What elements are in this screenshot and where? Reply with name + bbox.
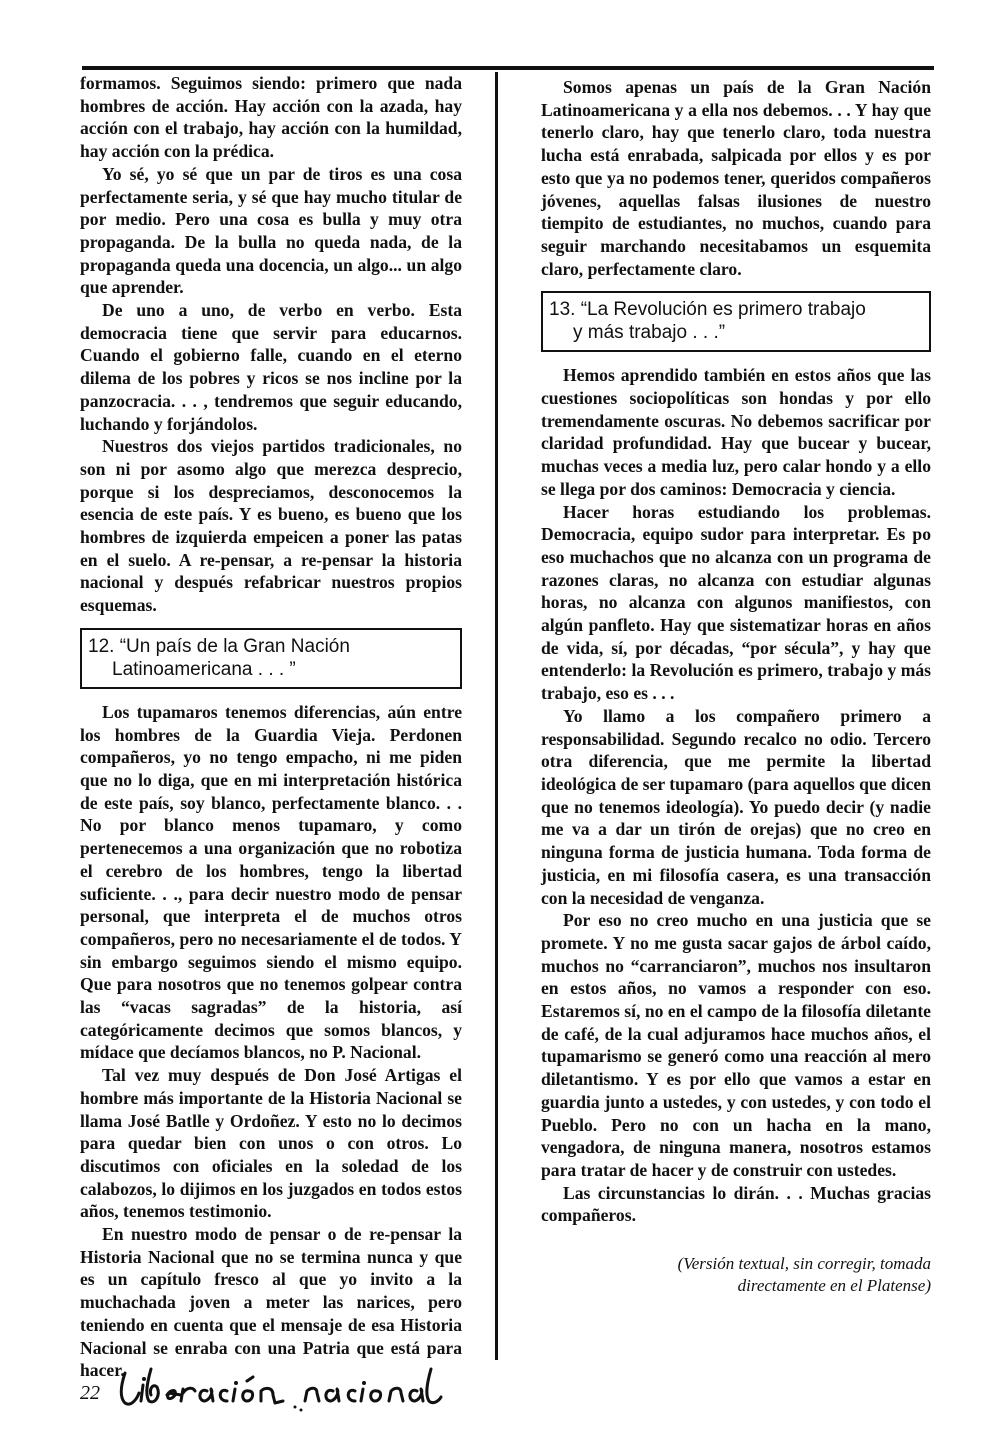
- section-heading-line: 13. “La Revolución es primero trabajo: [549, 299, 866, 321]
- paragraph: Los tupamaros tenemos diferencias, aún entre los hombres de la Guardia Vieja. Perdonen compañeros, yo no tengo empacho, ni me piden que no lo diga, que en mi interpretación histórica de este país, soy blanco, perfectamente blanco. . . No por blanco menos tupamaro, y como pertenecemos a una organización que no robotiza el cerebro de los hombres, tengo la libertad suficiente. . ., para decir nuestro modo de pensar personal, que interpreta el de muchos otros compañeros, pero no necesariamente el de todos. Y sin embargo seguimos siendo el mismo equipo. Que para nosotros que no tenemos golpear contra las “vacas sagradas” de la historia, así categóricamente decimos que somos blancos, y mídace que decíamos blancos, no P. Nacional.: [80, 701, 462, 1063]
- paragraph: formamos. Seguimos siendo: primero que nada hombres de acción. Hay acción con la azada, hay acción con el trabajo, hay acción con la humildad, hay acción con la prédica.: [80, 73, 462, 162]
- credit-line: (Versión textual, sin corregir, tomada: [677, 1254, 931, 1274]
- paragraph: Por eso no creo mucho en una justicia que se promete. Y no me gusta sacar gajos de árbol caído, muchos no “carranciaron”, muchos nos insultaron en estos años, no vamos a responder con eso. Estaremos sí, no en el campo de la filosofía diletante de café, de la cual adjuramos hace muchos años, el tupamarismo se generó como una reacción al mero diletantismo. Y es por ello que vamos a estar en guardia junto a ustedes, y con ustedes, y con todo el Pueblo. Pero no con un hacha en la mano, vengadora, de ninguna manera, nosotros estamos para tratar de hacer y de construir con ustedes.: [541, 910, 931, 1180]
- paragraph: Las circunstancias lo dirán. . . Muchas gracias compañeros.: [541, 1182, 931, 1226]
- section-heading-line: 12. “Un país de la Gran Nación: [88, 635, 350, 657]
- left-column: [80, 72, 462, 1382]
- section-heading-line: y más trabajo . . .”: [573, 322, 726, 344]
- section-heading-13: [541, 291, 931, 352]
- paragraph: Tal vez muy después de Don José Artigas el hombre más importante de la Historia Nacional se llama José Batlle y Ordoñez. Y esto no lo decimos para quedar bien con unos o con otros. Lo discutimos con oficiales en la soledad de los calabozos, lo dijimos en los juzgados en todos estos años, tenemos testimonio.: [80, 1065, 462, 1222]
- paragraph: Somos apenas un país de la Gran Nación Latinoamericana y a ella nos debemos. . . Y hay que tenerlo claro, hay que tenerlo claro, toda nuestra lucha está enrabada, salpicada por ellos y es por esto que ya no podemos tener, queridos compañeros jóvenes, aquellas falsas ilusiones de nuestro tiempito de estudiantes, no muchos, cuando para seguir marchando necesitabamos un esquemita claro, perfectamente claro.: [541, 77, 931, 279]
- page-number: 22: [80, 1382, 100, 1404]
- column-divider: [495, 72, 498, 1360]
- section-heading-12: [80, 628, 462, 689]
- right-column: [541, 76, 931, 1297]
- paragraph: Yo sé, yo sé que un par de tiros es una cosa perfectamente seria, y sé que hay mucho titular de por medio. Pero una cosa es bulla y muy otra propaganda. De la bulla no queda nada, de la propaganda queda una docencia, un algo... un algo que aprender.: [80, 163, 462, 298]
- paragraph: Nuestros dos viejos partidos tradicionales, no son ni por asomo algo que merezca desprecio, porque si los despreciamos, desconocemos la esencia de este país. Y es bueno, es bueno que los hombres de izquierda empeicen a poner las patas en el suelo. A re-pensar, a re-pensar la historia nacional y después refabricar nuestros propios esquemas.: [80, 436, 462, 616]
- paragraph: En nuestro modo de pensar o de re-pensar la Historia Nacional que no se termina nunca y que es un capítulo fresco al que yo invito a la muchachada joven a meter las narices, pero teniendo en cuenta que el mensaje de esa Historia Nacional se enraba con una Patria que está para hacer.: [80, 1224, 462, 1381]
- credit-line: directamente en el Platense): [737, 1276, 931, 1296]
- liberacion-nacional-logo: [115, 1355, 445, 1415]
- paragraph: Hemos aprendido también en estos años que las cuestiones sociopolíticas son hondas y por ello tremendamente oscuras. No debemos sacrificar por claridad profundidad. Hay que bucear y bucear, muchas veces a media luz, pero calar hondo y a ello se llega por dos caminos: Democracia y ciencia.: [541, 365, 931, 499]
- paragraph: Yo llamo a los compañero primero a responsabilidad. Segundo recalco no odio. Tercero otra diferencia, que me permite la libertad ideológica de ser tupamaro (para aquellos que dicen que no tenemos ideología). Yo puedo decir (y nadie me va a dar un tirón de orejas) que no creo en ninguna forma de justicia humana. Toda forma de justicia, en mi filosofía casera, es una transacción con la necesidad de venganza.: [541, 705, 931, 908]
- section-heading-line: Latinoamericana . . . ”: [112, 658, 296, 680]
- paragraph: Hacer horas estudiando los problemas. Democracia, equipo sudor para interpretar. Es po eso muchachos que no alcanza con un programa de razones claras, no alcanza con estudiar algunas horas, no alcanza con algunos manifiestos, con algún panfleto. Hay que sistematizar horas en años de vida, sí, por décadas, “por sécula”, y hay que entenderlo: la Revolución es primero, trabajo y más trabajo, eso es . . .: [541, 501, 931, 704]
- top-rule: [82, 66, 934, 70]
- paragraph: De uno a uno, de verbo en verbo. Esta democracia tiene que servir para educarnos. Cuando el gobierno falle, cuando en el eterno dilema de los pobres y ricos se nos incline por la panzocracia. . . , tendremos que seguir educando, luchando y forjándolos.: [80, 300, 462, 434]
- source-credit: [541, 1253, 931, 1297]
